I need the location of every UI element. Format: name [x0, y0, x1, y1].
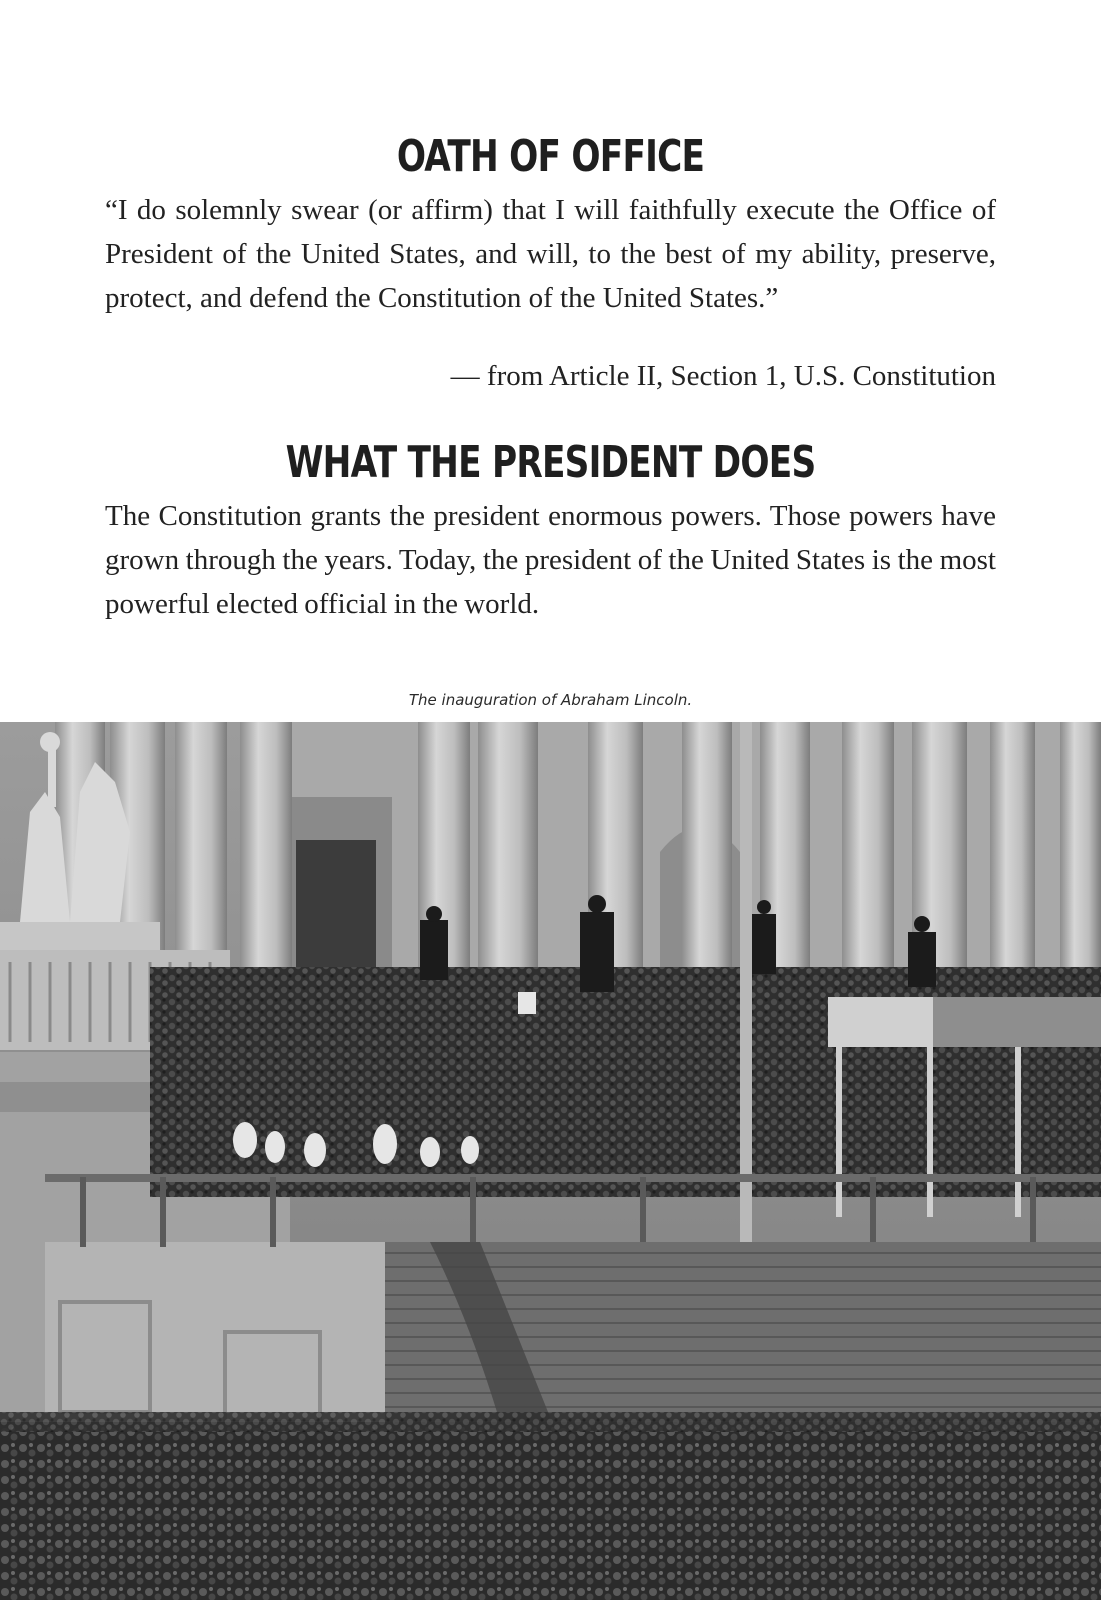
oath-quote: “I do solemnly swear (or affirm) that I will faithfully execute the Office of President of the United States, and will, to the best of my ability, preserve, protect, and defend the Constitution of the United States.” [105, 194, 996, 314]
what-the-president-does-heading: WHAT THE PRESIDENT DOES [285, 437, 816, 488]
oath-of-office-heading: OATH OF OFFICE [396, 131, 705, 182]
lincoln-inauguration-photo [0, 722, 1101, 1600]
president-duties-paragraph: The Constitution grants the president enormous powers. Those powers have grown through the years. Today, the president of the United States is the most powerful elected official in the world. [105, 500, 996, 620]
photo-caption: The inauguration of Abraham Lincoln. [408, 691, 693, 709]
oath-attribution: — from Article II, Section 1, U.S. Constitution [450, 360, 996, 392]
